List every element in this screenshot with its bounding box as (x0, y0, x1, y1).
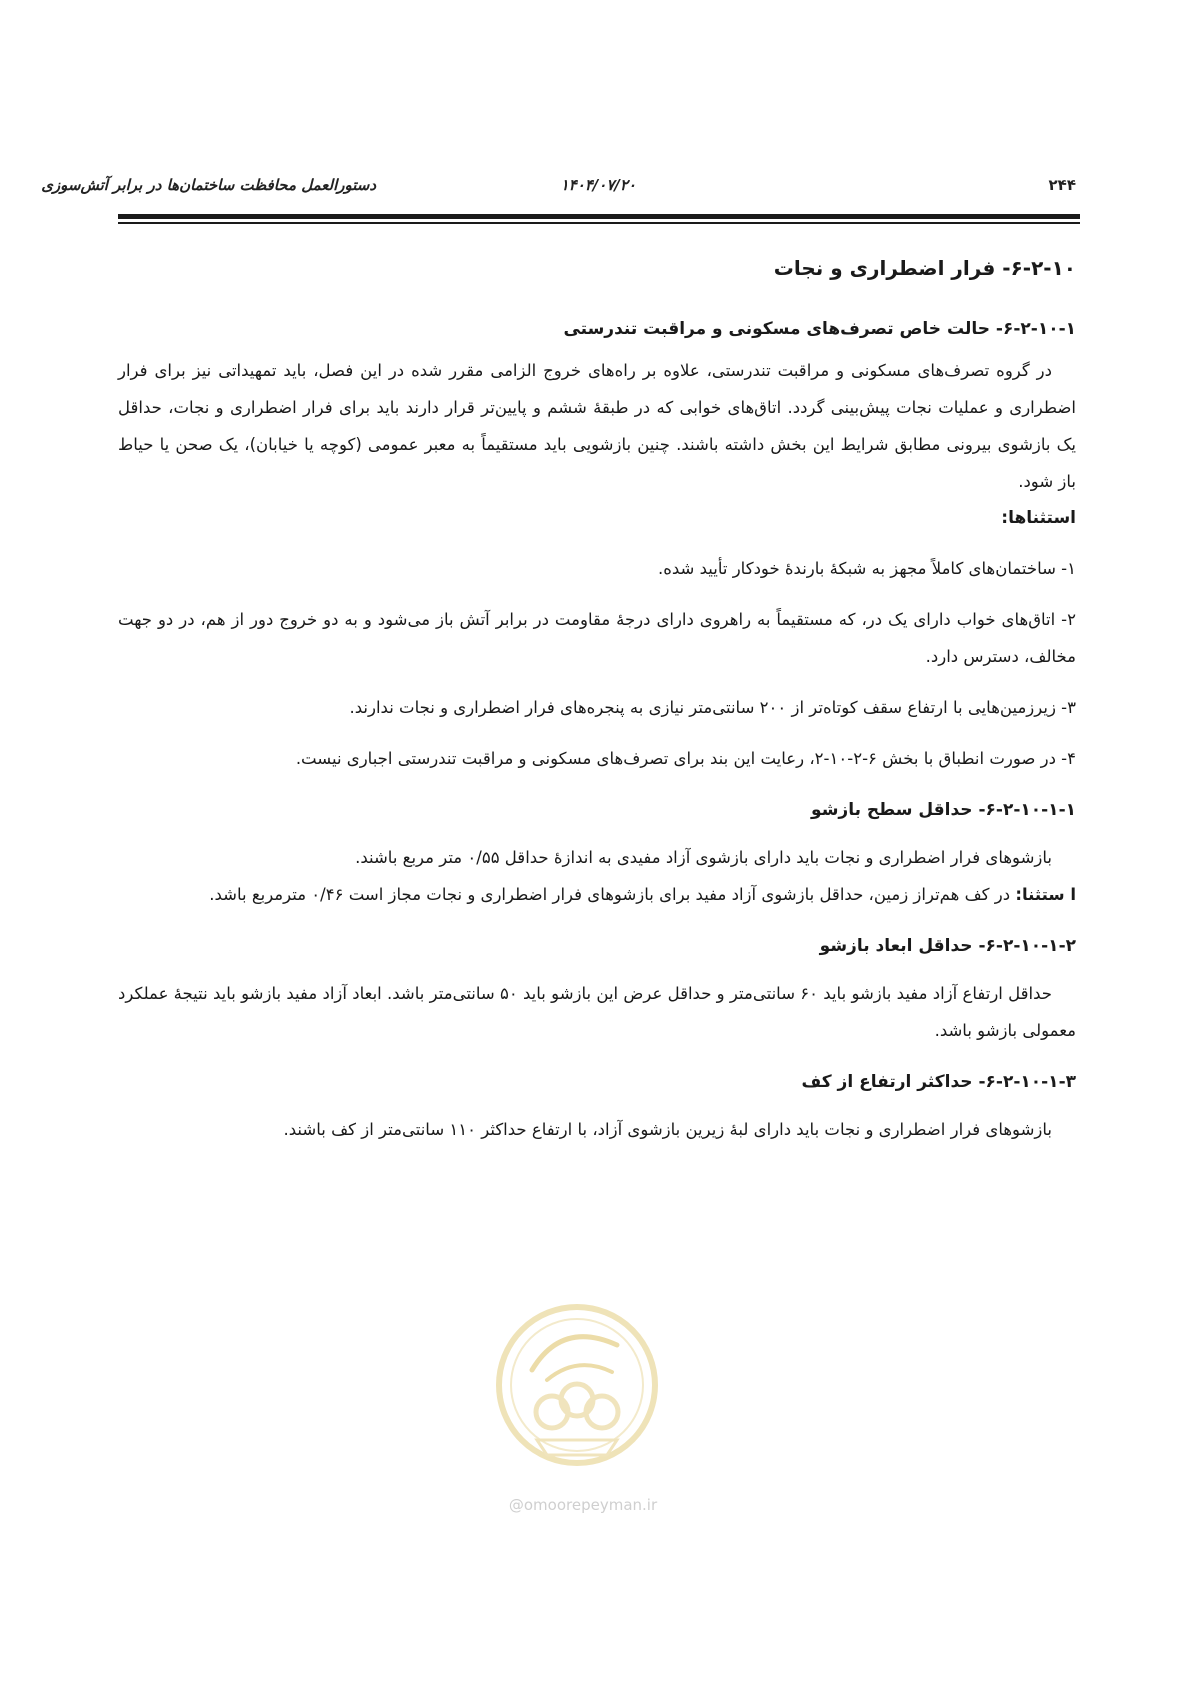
page-header (41, 176, 1076, 206)
exception-item-1: ۱- ساختمان‌های کاملاً مجهز به شبکهٔ بارندهٔ خودکار تأیید شده. (658, 559, 1076, 578)
exceptions-title: استثناها: (1001, 508, 1076, 528)
header-rule-thick (118, 214, 1080, 219)
subsection-1-1-paragraph: بازشوهای فرار اضطراری و نجات باید دارای بازشوی آزاد مفیدی به اندازهٔ حداقل ۰/۵۵ متر مربع باشند. (355, 848, 1052, 867)
watermark-url: @omoorepeyman.ir (508, 1496, 658, 1514)
subsection-1-1-exception (118, 876, 1076, 913)
subsection-1-3-paragraph: بازشوهای فرار اضطراری و نجات باید دارای لبهٔ زیرین بازشوی آزاد، با ارتفاع حداکثر ۱۱۰ سانتی‌متر از کف باشند. (283, 1120, 1052, 1139)
exception-item-3: ۳- زیرزمین‌هایی با ارتفاع سقف کوتاه‌تر از ۲۰۰ سانتی‌متر نیازی به پنجره‌های فرار اضطراری و نجات ندارند. (349, 698, 1076, 717)
exception-lead: ا ستثنا: (1015, 885, 1076, 904)
page-number: ۲۴۴ (1048, 176, 1076, 194)
subsection-1-paragraph: در گروه تصرف‌های مسکونی و مراقبت تندرستی، علاوه بر راه‌های خروج الزامی مقرر شده در این فصل، باید تمهیداتی نیز برای فرار اضطراری و عملیات نجات پیش‌بینی گردد. اتاق‌های خوابی که در طبقهٔ ششم و پایین‌تر قرار دارند باید برای فرار اضطراری و نجات، حداقل یک بازشوی بیرونی مطابق شرایط این بخش داشته باشند. چنین بازشویی باید مستقیماً به معبر عمومی (کوچه یا خیابان)، یک صحن یا حیاط باز شود. (118, 361, 1076, 491)
watermark-logo (492, 1300, 662, 1470)
subsection-1-3-heading: ۶-۲-۱۰-۱-۳- حداکثر ارتفاع از کف (801, 1072, 1076, 1092)
exception-item-2: ۲- اتاق‌های خواب دارای یک در، که مستقیماً به راهروی دارای درجهٔ مقاومت در برابر آتش باز می‌شود و به دو خروج دور از هم، در دو جهت مخالف، دسترس دارد. (118, 610, 1076, 666)
subsection-1-heading: ۶-۲-۱۰-۱- حالت خاص تصرف‌های مسکونی و مراقبت تندرستی (563, 319, 1076, 339)
header-title: دستورالعمل محافظت ساختمان‌ها در برابر آتش‌سوزی (41, 176, 376, 194)
watermark-seal-icon (492, 1300, 662, 1470)
exception-text: در کف هم‌تراز زمین، حداقل بازشوی آزاد مفید برای بازشوهای فرار اضطراری و نجات مجاز است ۰/۴۶ مترمربع باشد. (209, 885, 1011, 904)
header-date: ۱۴۰۴/۰۷/۲۰ (560, 176, 636, 194)
document-body (118, 238, 1076, 1148)
header-rule-thin (118, 222, 1080, 224)
exception-item-4: ۴- در صورت انطباق با بخش ۶-۲-۱۰-۲، رعایت این بند برای تصرف‌های مسکونی و مراقبت تندرستی اجباری نیست. (295, 749, 1076, 768)
subsection-1-1-heading: ۶-۲-۱۰-۱-۱- حداقل سطح بازشو (811, 800, 1076, 820)
section-heading: ۶-۲-۱۰- فرار اضطراری و نجات (773, 256, 1076, 280)
subsection-1-2-paragraph: حداقل ارتفاع آزاد مفید بازشو باید ۶۰ سانتی‌متر و حداقل عرض این بازشو باید ۵۰ سانتی‌متر باشد. ابعاد آزاد مفید بازشو باید نتیجهٔ عملکرد معمولی بازشو باشد. (118, 984, 1076, 1040)
subsection-1-2-heading: ۶-۲-۱۰-۱-۲- حداقل ابعاد بازشو (819, 936, 1076, 956)
